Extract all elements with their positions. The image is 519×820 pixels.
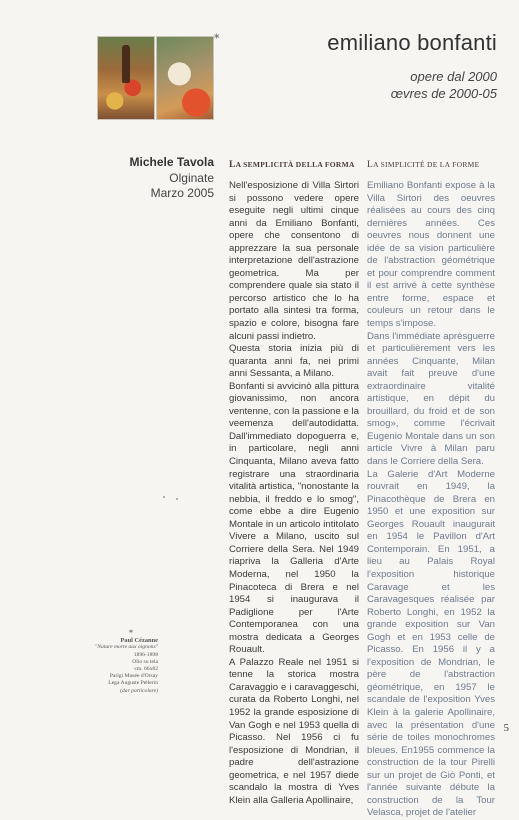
italian-column-heading — [229, 160, 355, 170]
paragraph: Nell'esposizione di Villa Sirtori si possono vedere opere eseguite negli ultimi cinque anni da Emiliano Bonfanti, opere che consentono di apprezzare la sua personale interpretazione dell'astrazione geometrica. Ma per comprendere quale sia stato il percorso artistico che lo ha portato alla sintesi tra forma, spazio e colore, bisogna fare alcuni passi indietro. — [229, 180, 359, 342]
paragraph: La Galerie d'Art Moderne rouvrait en 1949, la Pinacothèque de Brera en 1950 et une exposition sur Georges Rouault inaugurait en 1954 le Pavillon d'Art Contemporain. En 1951, a lieu au Palais Royal l'exposition historique Caravage et les Caravagesques réalisée par Roberto Longhi, en 1952 la grande exposition sur Van Gogh et en 1953 celle de Picasso. En 1956 il y a l'exposition de Mondrian, le père de l'abstraction géométrique, en 1957 le scandale de l'exposition Yves Klein à la galerie Apollinaire, avec la présentation d'une série de toiles monochromes bleues. En1955 commence la construction de la tour Pirelli sur un projet de Giò Ponti, et l'année suivante débute la construction de la Tour Velasca, projet de l'atelier — [367, 468, 495, 819]
scan-speck — [176, 498, 178, 500]
heading-initial: L — [367, 160, 374, 170]
caption-museum: Parigi Musée d'Orsay — [109, 673, 158, 680]
author-name: Michele Tavola — [129, 155, 214, 169]
paragraph: Emiliano Bonfanti expose à la Villa Sirtori des oeuvres réalisées au cours des cinq dernières années. Ces oeuvres nous donnent une idée de sa vision particulière de l'abstraction géométrique et pour comprendre comment il est arrivé à cette synthèse entre forme, espace et couleurs un retour dans le temps s'impose. — [367, 180, 495, 330]
caption-medium: Olio su tela — [132, 658, 158, 665]
artist-name: emiliano bonfanti — [327, 30, 497, 55]
italian-text-column — [229, 180, 359, 807]
author-date: Marzo 2005 — [150, 186, 214, 200]
author-place: Olginate — [169, 171, 214, 185]
paragraph: Questa storia inizia più di quaranta anni fa, nei primi anni Sessanta, a Milano. — [229, 343, 359, 380]
heading-text: A SEMPLICITÀ DELLA FORMA — [235, 160, 355, 169]
heading-text: A SIMPLICITÉ DE LA FORME — [373, 160, 480, 169]
caption-years: 1896-1898 — [133, 651, 158, 658]
paragraph: Bonfanti si avvicinò alla pittura giovanissimo, non ancora ventenne, con la passione e la veemenza dell'autodidatta. Dall'immediato dopoguerra e, in particolare, negli anni Cinquanta, Milano aveva fatto registrare una straordinaria vitalità artistica, "nonostante la nebbia, il freddo e lo smog", come ebbe a dire Eugenio Montale in un articolo intitolato Vivere a Milano, uscito sul Corriere della Sera. Nel 1949 riapriva la Galleria d'Arte Moderna, nel 1950 la Pinacoteca di Brera e nel 1954 si inaugurava il Padiglione per l'Arte Contemporanea con una mostra dedicata a Georges Rouault. — [229, 380, 359, 656]
caption-painter: Paul Cézanne — [120, 637, 158, 645]
image-caption — [74, 630, 158, 695]
asterisk-marker: * — [214, 32, 220, 45]
subtitle-french: œvres de 2000-05 — [390, 86, 497, 101]
caption-size: cm. 66x82 — [134, 666, 158, 673]
caption-asterisk: * — [128, 628, 134, 638]
paragraph: Dans l'immédiate aprèsguerre et particulièrement vers les années Cinquante, Milan avait fait preuve d'une extraordinaire vitalité artistique, en dépit du brouillard, du froid et de son smog», comme l'écrivait Eugenio Montale dans un son article Vivre à Milan paru dans le Corriere della Sera. — [367, 330, 495, 468]
caption-bequest: Lega Auguste Pellerin — [108, 680, 158, 687]
heading-initial: L — [229, 160, 236, 170]
french-column-heading — [367, 160, 479, 170]
scan-speck — [163, 496, 165, 498]
subtitle-italian: opere dal 2000 — [410, 69, 497, 84]
caption-title: "Nature morte aux oignons" — [94, 644, 158, 651]
paragraph: A Palazzo Reale nel 1951 si tenne la storica mostra Caravaggio e i caravaggeschi, curata da Roberto Longhi, nel 1952 la grande esposizione di Van Gogh e nel 1953 quella di Picasso. Nel 1956 ci fu l'esposizione di Mondrian, il padre dell'astrazione geometrica, e nel 1957 diede scandalo la mostra di Yves Klein alla Galleria Apollinaire, — [229, 656, 359, 806]
french-text-column — [367, 180, 495, 820]
painting-thumbnail-1 — [97, 36, 155, 120]
caption-note: (dar particolare) — [120, 687, 158, 694]
page-number: 5 — [503, 722, 509, 734]
painting-thumbnail-2 — [156, 36, 214, 120]
